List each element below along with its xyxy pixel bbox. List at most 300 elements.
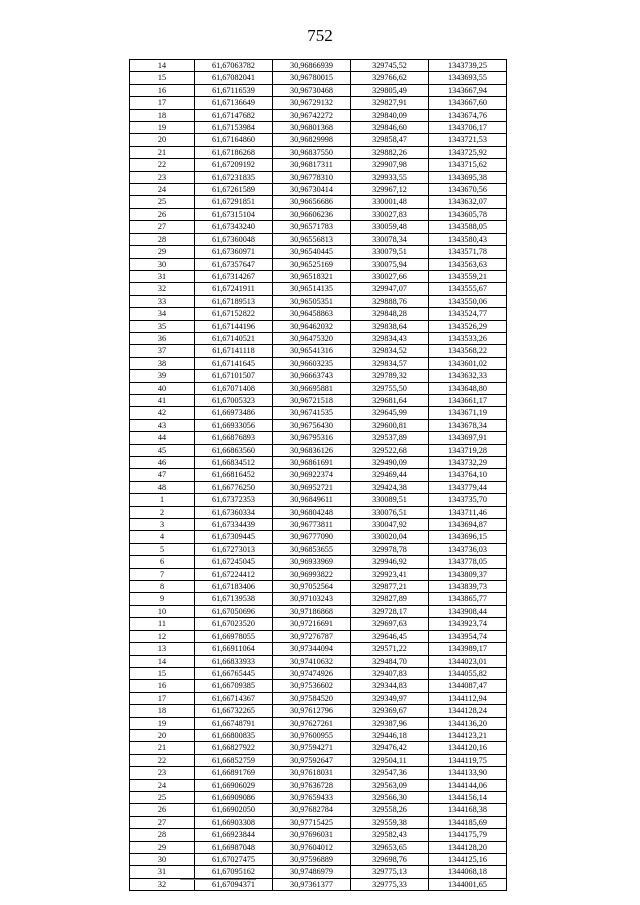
x-coordinate-cell: 329349,97 xyxy=(351,692,429,704)
latitude-cell: 61,66852759 xyxy=(195,754,273,766)
latitude-cell: 61,66833933 xyxy=(195,655,273,667)
table-row xyxy=(130,146,507,158)
point-number-cell: 26 xyxy=(130,804,195,816)
longitude-cell: 30,96514135 xyxy=(273,283,351,295)
x-coordinate-cell: 330027,83 xyxy=(351,208,429,220)
longitude-cell: 30,96603235 xyxy=(273,357,351,369)
y-coordinate-cell: 1344112,94 xyxy=(429,692,507,704)
x-coordinate-cell: 329504,11 xyxy=(351,754,429,766)
longitude-cell: 30,97682784 xyxy=(273,804,351,816)
table-row xyxy=(130,593,507,605)
table-row xyxy=(130,494,507,506)
latitude-cell: 61,66933056 xyxy=(195,419,273,431)
latitude-cell: 61,67357647 xyxy=(195,258,273,270)
x-coordinate-cell: 329697,63 xyxy=(351,618,429,630)
point-number-cell: 29 xyxy=(130,246,195,258)
longitude-cell: 30,97604012 xyxy=(273,841,351,853)
longitude-cell: 30,97696031 xyxy=(273,829,351,841)
x-coordinate-cell: 330027,66 xyxy=(351,270,429,282)
point-number-cell: 6 xyxy=(130,556,195,568)
longitude-cell: 30,96475320 xyxy=(273,332,351,344)
latitude-cell: 61,66909086 xyxy=(195,791,273,803)
point-number-cell: 27 xyxy=(130,221,195,233)
point-number-cell: 25 xyxy=(130,196,195,208)
longitude-cell: 30,97361377 xyxy=(273,878,351,890)
point-number-cell: 33 xyxy=(130,295,195,307)
y-coordinate-cell: 1344123,21 xyxy=(429,729,507,741)
x-coordinate-cell: 330059,48 xyxy=(351,221,429,233)
x-coordinate-cell: 329653,65 xyxy=(351,841,429,853)
table-row xyxy=(130,270,507,282)
table-row xyxy=(130,394,507,406)
y-coordinate-cell: 1344144,06 xyxy=(429,779,507,791)
latitude-cell: 61,67315104 xyxy=(195,208,273,220)
point-number-cell: 37 xyxy=(130,345,195,357)
longitude-cell: 30,96606236 xyxy=(273,208,351,220)
point-number-cell: 47 xyxy=(130,469,195,481)
latitude-cell: 61,67101507 xyxy=(195,370,273,382)
longitude-cell: 30,97715425 xyxy=(273,816,351,828)
x-coordinate-cell: 329698,76 xyxy=(351,854,429,866)
point-number-cell: 29 xyxy=(130,841,195,853)
y-coordinate-cell: 1344128,24 xyxy=(429,705,507,717)
point-number-cell: 42 xyxy=(130,407,195,419)
longitude-cell: 30,96518321 xyxy=(273,270,351,282)
longitude-cell: 30,97592647 xyxy=(273,754,351,766)
y-coordinate-cell: 1343764,10 xyxy=(429,469,507,481)
latitude-cell: 61,66748791 xyxy=(195,717,273,729)
table-row xyxy=(130,84,507,96)
y-coordinate-cell: 1344120,16 xyxy=(429,742,507,754)
x-coordinate-cell: 329490,09 xyxy=(351,457,429,469)
longitude-cell: 30,97276787 xyxy=(273,630,351,642)
table-row xyxy=(130,692,507,704)
longitude-cell: 30,96861691 xyxy=(273,457,351,469)
y-coordinate-cell: 1343715,62 xyxy=(429,159,507,171)
x-coordinate-cell: 329600,81 xyxy=(351,419,429,431)
x-coordinate-cell: 329344,83 xyxy=(351,680,429,692)
table-row xyxy=(130,283,507,295)
longitude-cell: 30,96656686 xyxy=(273,196,351,208)
longitude-cell: 30,97636728 xyxy=(273,779,351,791)
y-coordinate-cell: 1344068,18 xyxy=(429,866,507,878)
point-number-cell: 21 xyxy=(130,742,195,754)
latitude-cell: 61,67023520 xyxy=(195,618,273,630)
x-coordinate-cell: 329571,22 xyxy=(351,643,429,655)
latitude-cell: 61,67082041 xyxy=(195,72,273,84)
longitude-cell: 30,96993822 xyxy=(273,568,351,580)
latitude-cell: 61,67027475 xyxy=(195,854,273,866)
table-row xyxy=(130,729,507,741)
x-coordinate-cell: 329877,21 xyxy=(351,581,429,593)
longitude-cell: 30,96505351 xyxy=(273,295,351,307)
x-coordinate-cell: 329537,89 xyxy=(351,432,429,444)
longitude-cell: 30,96804248 xyxy=(273,506,351,518)
x-coordinate-cell: 329834,57 xyxy=(351,357,429,369)
latitude-cell: 61,67147682 xyxy=(195,109,273,121)
point-number-cell: 38 xyxy=(130,357,195,369)
longitude-cell: 30,96730414 xyxy=(273,184,351,196)
latitude-cell: 61,67245045 xyxy=(195,556,273,568)
y-coordinate-cell: 1343661,17 xyxy=(429,394,507,406)
latitude-cell: 61,67360334 xyxy=(195,506,273,518)
latitude-cell: 61,66827922 xyxy=(195,742,273,754)
y-coordinate-cell: 1343725,92 xyxy=(429,146,507,158)
y-coordinate-cell: 1344168,38 xyxy=(429,804,507,816)
table-row xyxy=(130,109,507,121)
y-coordinate-cell: 1343667,60 xyxy=(429,97,507,109)
point-number-cell: 14 xyxy=(130,655,195,667)
x-coordinate-cell: 329827,91 xyxy=(351,97,429,109)
y-coordinate-cell: 1343670,56 xyxy=(429,184,507,196)
x-coordinate-cell: 329745,52 xyxy=(351,60,429,72)
x-coordinate-cell: 329484,70 xyxy=(351,655,429,667)
y-coordinate-cell: 1343711,46 xyxy=(429,506,507,518)
latitude-cell: 61,67224412 xyxy=(195,568,273,580)
x-coordinate-cell: 329882,26 xyxy=(351,146,429,158)
latitude-cell: 61,67141645 xyxy=(195,357,273,369)
latitude-cell: 61,66978055 xyxy=(195,630,273,642)
table-row xyxy=(130,767,507,779)
x-coordinate-cell: 329522,68 xyxy=(351,444,429,456)
latitude-cell: 61,67273013 xyxy=(195,543,273,555)
y-coordinate-cell: 1343736,03 xyxy=(429,543,507,555)
point-number-cell: 31 xyxy=(130,270,195,282)
table-row xyxy=(130,469,507,481)
latitude-cell: 61,67071408 xyxy=(195,382,273,394)
point-number-cell: 34 xyxy=(130,308,195,320)
table-row xyxy=(130,97,507,109)
x-coordinate-cell: 329476,42 xyxy=(351,742,429,754)
y-coordinate-cell: 1343671,19 xyxy=(429,407,507,419)
x-coordinate-cell: 330075,94 xyxy=(351,258,429,270)
x-coordinate-cell: 329946,92 xyxy=(351,556,429,568)
x-coordinate-cell: 330089,51 xyxy=(351,494,429,506)
table-row xyxy=(130,308,507,320)
x-coordinate-cell: 329446,18 xyxy=(351,729,429,741)
y-coordinate-cell: 1343908,44 xyxy=(429,605,507,617)
point-number-cell: 18 xyxy=(130,109,195,121)
longitude-cell: 30,96663743 xyxy=(273,370,351,382)
table-row xyxy=(130,804,507,816)
point-number-cell: 3 xyxy=(130,519,195,531)
table-row xyxy=(130,506,507,518)
y-coordinate-cell: 1343719,28 xyxy=(429,444,507,456)
table-row xyxy=(130,519,507,531)
latitude-cell: 61,67141118 xyxy=(195,345,273,357)
x-coordinate-cell: 329967,12 xyxy=(351,184,429,196)
x-coordinate-cell: 329566,30 xyxy=(351,791,429,803)
x-coordinate-cell: 329387,96 xyxy=(351,717,429,729)
latitude-cell: 61,67144196 xyxy=(195,320,273,332)
table-row xyxy=(130,419,507,431)
x-coordinate-cell: 329775,13 xyxy=(351,866,429,878)
longitude-cell: 30,97344094 xyxy=(273,643,351,655)
x-coordinate-cell: 329755,50 xyxy=(351,382,429,394)
point-number-cell: 48 xyxy=(130,481,195,493)
table-row xyxy=(130,742,507,754)
table-row xyxy=(130,581,507,593)
latitude-cell: 61,67360048 xyxy=(195,233,273,245)
longitude-cell: 30,96462032 xyxy=(273,320,351,332)
longitude-cell: 30,96837550 xyxy=(273,146,351,158)
point-number-cell: 35 xyxy=(130,320,195,332)
table-row xyxy=(130,543,507,555)
point-number-cell: 44 xyxy=(130,432,195,444)
table-row xyxy=(130,221,507,233)
table-row xyxy=(130,171,507,183)
latitude-cell: 61,66765445 xyxy=(195,667,273,679)
latitude-cell: 61,66776250 xyxy=(195,481,273,493)
x-coordinate-cell: 329846,60 xyxy=(351,122,429,134)
y-coordinate-cell: 1343605,78 xyxy=(429,208,507,220)
latitude-cell: 61,66987048 xyxy=(195,841,273,853)
table-row xyxy=(130,332,507,344)
latitude-cell: 61,66816452 xyxy=(195,469,273,481)
y-coordinate-cell: 1344175,79 xyxy=(429,829,507,841)
latitude-cell: 61,67309445 xyxy=(195,531,273,543)
table-row xyxy=(130,854,507,866)
latitude-cell: 61,67005323 xyxy=(195,394,273,406)
latitude-cell: 61,67291851 xyxy=(195,196,273,208)
table-row xyxy=(130,643,507,655)
table-row xyxy=(130,779,507,791)
point-number-cell: 45 xyxy=(130,444,195,456)
x-coordinate-cell: 329424,38 xyxy=(351,481,429,493)
y-coordinate-cell: 1343696,15 xyxy=(429,531,507,543)
y-coordinate-cell: 1343632,33 xyxy=(429,370,507,382)
point-number-cell: 15 xyxy=(130,72,195,84)
x-coordinate-cell: 329848,28 xyxy=(351,308,429,320)
point-number-cell: 17 xyxy=(130,692,195,704)
latitude-cell: 61,67063782 xyxy=(195,60,273,72)
latitude-cell: 61,67136649 xyxy=(195,97,273,109)
y-coordinate-cell: 1343568,22 xyxy=(429,345,507,357)
table-row xyxy=(130,382,507,394)
longitude-cell: 30,96866939 xyxy=(273,60,351,72)
y-coordinate-cell: 1343588,05 xyxy=(429,221,507,233)
y-coordinate-cell: 1343550,06 xyxy=(429,295,507,307)
table-row xyxy=(130,878,507,890)
x-coordinate-cell: 329559,38 xyxy=(351,816,429,828)
y-coordinate-cell: 1343989,17 xyxy=(429,643,507,655)
longitude-cell: 30,97612796 xyxy=(273,705,351,717)
longitude-cell: 30,96817311 xyxy=(273,159,351,171)
y-coordinate-cell: 1343563,63 xyxy=(429,258,507,270)
table-row xyxy=(130,568,507,580)
x-coordinate-cell: 329582,43 xyxy=(351,829,429,841)
point-number-cell: 14 xyxy=(130,60,195,72)
bottom-rule xyxy=(180,879,256,880)
y-coordinate-cell: 1343559,21 xyxy=(429,270,507,282)
longitude-cell: 30,97584520 xyxy=(273,692,351,704)
point-number-cell: 7 xyxy=(130,568,195,580)
table-row xyxy=(130,407,507,419)
latitude-cell: 61,67139538 xyxy=(195,593,273,605)
table-row xyxy=(130,320,507,332)
x-coordinate-cell: 330078,34 xyxy=(351,233,429,245)
point-number-cell: 1 xyxy=(130,494,195,506)
y-coordinate-cell: 1343695,38 xyxy=(429,171,507,183)
point-number-cell: 10 xyxy=(130,605,195,617)
point-number-cell: 32 xyxy=(130,283,195,295)
y-coordinate-cell: 1344156,14 xyxy=(429,791,507,803)
latitude-cell: 61,67183406 xyxy=(195,581,273,593)
point-number-cell: 4 xyxy=(130,531,195,543)
point-number-cell: 16 xyxy=(130,680,195,692)
latitude-cell: 61,67095162 xyxy=(195,866,273,878)
y-coordinate-cell: 1344128,20 xyxy=(429,841,507,853)
table-row xyxy=(130,866,507,878)
point-number-cell: 32 xyxy=(130,878,195,890)
y-coordinate-cell: 1343923,74 xyxy=(429,618,507,630)
point-number-cell: 5 xyxy=(130,543,195,555)
table-row xyxy=(130,60,507,72)
latitude-cell: 61,66923844 xyxy=(195,829,273,841)
point-number-cell: 28 xyxy=(130,829,195,841)
latitude-cell: 61,66709385 xyxy=(195,680,273,692)
y-coordinate-cell: 1343693,55 xyxy=(429,72,507,84)
table-row xyxy=(130,196,507,208)
y-coordinate-cell: 1344055,82 xyxy=(429,667,507,679)
point-number-cell: 23 xyxy=(130,767,195,779)
y-coordinate-cell: 1343601,02 xyxy=(429,357,507,369)
table-row xyxy=(130,122,507,134)
x-coordinate-cell: 329978,78 xyxy=(351,543,429,555)
longitude-cell: 30,97659433 xyxy=(273,791,351,803)
y-coordinate-cell: 1343632,07 xyxy=(429,196,507,208)
y-coordinate-cell: 1343739,25 xyxy=(429,60,507,72)
latitude-cell: 61,66911064 xyxy=(195,643,273,655)
longitude-cell: 30,96801368 xyxy=(273,122,351,134)
y-coordinate-cell: 1343694,87 xyxy=(429,519,507,531)
table-row xyxy=(130,184,507,196)
x-coordinate-cell: 329947,07 xyxy=(351,283,429,295)
x-coordinate-cell: 329840,09 xyxy=(351,109,429,121)
table-row xyxy=(130,717,507,729)
longitude-cell: 30,96525169 xyxy=(273,258,351,270)
point-number-cell: 19 xyxy=(130,122,195,134)
table-row xyxy=(130,444,507,456)
latitude-cell: 61,67140521 xyxy=(195,332,273,344)
point-number-cell: 17 xyxy=(130,97,195,109)
y-coordinate-cell: 1343954,74 xyxy=(429,630,507,642)
point-number-cell: 15 xyxy=(130,667,195,679)
table-row xyxy=(130,754,507,766)
longitude-cell: 30,97216691 xyxy=(273,618,351,630)
latitude-cell: 61,67116539 xyxy=(195,84,273,96)
longitude-cell: 30,96742272 xyxy=(273,109,351,121)
x-coordinate-cell: 329834,52 xyxy=(351,345,429,357)
table-row xyxy=(130,816,507,828)
y-coordinate-cell: 1343706,17 xyxy=(429,122,507,134)
y-coordinate-cell: 1343697,91 xyxy=(429,432,507,444)
longitude-cell: 30,96952721 xyxy=(273,481,351,493)
y-coordinate-cell: 1343809,37 xyxy=(429,568,507,580)
y-coordinate-cell: 1343524,77 xyxy=(429,308,507,320)
longitude-cell: 30,96695881 xyxy=(273,382,351,394)
latitude-cell: 61,66906029 xyxy=(195,779,273,791)
point-number-cell: 30 xyxy=(130,258,195,270)
table-row xyxy=(130,829,507,841)
latitude-cell: 61,67164860 xyxy=(195,134,273,146)
table-row xyxy=(130,705,507,717)
x-coordinate-cell: 329547,36 xyxy=(351,767,429,779)
y-coordinate-cell: 1343555,67 xyxy=(429,283,507,295)
longitude-cell: 30,96773811 xyxy=(273,519,351,531)
longitude-cell: 30,96756430 xyxy=(273,419,351,431)
longitude-cell: 30,97627261 xyxy=(273,717,351,729)
x-coordinate-cell: 329407,83 xyxy=(351,667,429,679)
y-coordinate-cell: 1343732,29 xyxy=(429,457,507,469)
x-coordinate-cell: 329933,55 xyxy=(351,171,429,183)
y-coordinate-cell: 1344023,01 xyxy=(429,655,507,667)
table-row xyxy=(130,432,507,444)
longitude-cell: 30,96795316 xyxy=(273,432,351,444)
table-row xyxy=(130,370,507,382)
point-number-cell: 24 xyxy=(130,779,195,791)
x-coordinate-cell: 329645,99 xyxy=(351,407,429,419)
point-number-cell: 19 xyxy=(130,717,195,729)
table-row xyxy=(130,667,507,679)
table-row xyxy=(130,481,507,493)
longitude-cell: 30,97186868 xyxy=(273,605,351,617)
latitude-cell: 61,67372353 xyxy=(195,494,273,506)
latitude-cell: 61,67152822 xyxy=(195,308,273,320)
table-row xyxy=(130,159,507,171)
longitude-cell: 30,96741535 xyxy=(273,407,351,419)
table-row xyxy=(130,72,507,84)
point-number-cell: 2 xyxy=(130,506,195,518)
longitude-cell: 30,96849611 xyxy=(273,494,351,506)
y-coordinate-cell: 1343533,26 xyxy=(429,332,507,344)
y-coordinate-cell: 1343678,34 xyxy=(429,419,507,431)
point-number-cell: 16 xyxy=(130,84,195,96)
point-number-cell: 39 xyxy=(130,370,195,382)
point-number-cell: 40 xyxy=(130,382,195,394)
longitude-cell: 30,97474926 xyxy=(273,667,351,679)
latitude-cell: 61,67231835 xyxy=(195,171,273,183)
point-number-cell: 46 xyxy=(130,457,195,469)
longitude-cell: 30,96541316 xyxy=(273,345,351,357)
latitude-cell: 61,66834512 xyxy=(195,457,273,469)
x-coordinate-cell: 329789,32 xyxy=(351,370,429,382)
x-coordinate-cell: 329369,67 xyxy=(351,705,429,717)
y-coordinate-cell: 1343526,29 xyxy=(429,320,507,332)
longitude-cell: 30,97596889 xyxy=(273,854,351,866)
longitude-cell: 30,96729132 xyxy=(273,97,351,109)
x-coordinate-cell: 329563,09 xyxy=(351,779,429,791)
table-row xyxy=(130,791,507,803)
y-coordinate-cell: 1344136,20 xyxy=(429,717,507,729)
table-row xyxy=(130,630,507,642)
longitude-cell: 30,97486979 xyxy=(273,866,351,878)
latitude-cell: 61,66891769 xyxy=(195,767,273,779)
latitude-cell: 61,67050696 xyxy=(195,605,273,617)
x-coordinate-cell: 329775,33 xyxy=(351,878,429,890)
point-number-cell: 20 xyxy=(130,134,195,146)
longitude-cell: 30,96777090 xyxy=(273,531,351,543)
y-coordinate-cell: 1343865,77 xyxy=(429,593,507,605)
x-coordinate-cell: 330047,92 xyxy=(351,519,429,531)
y-coordinate-cell: 1343580,43 xyxy=(429,233,507,245)
y-coordinate-cell: 1343674,76 xyxy=(429,109,507,121)
point-number-cell: 25 xyxy=(130,791,195,803)
y-coordinate-cell: 1343839,73 xyxy=(429,581,507,593)
x-coordinate-cell: 329558,26 xyxy=(351,804,429,816)
coordinates-table xyxy=(129,59,507,891)
latitude-cell: 61,66876893 xyxy=(195,432,273,444)
